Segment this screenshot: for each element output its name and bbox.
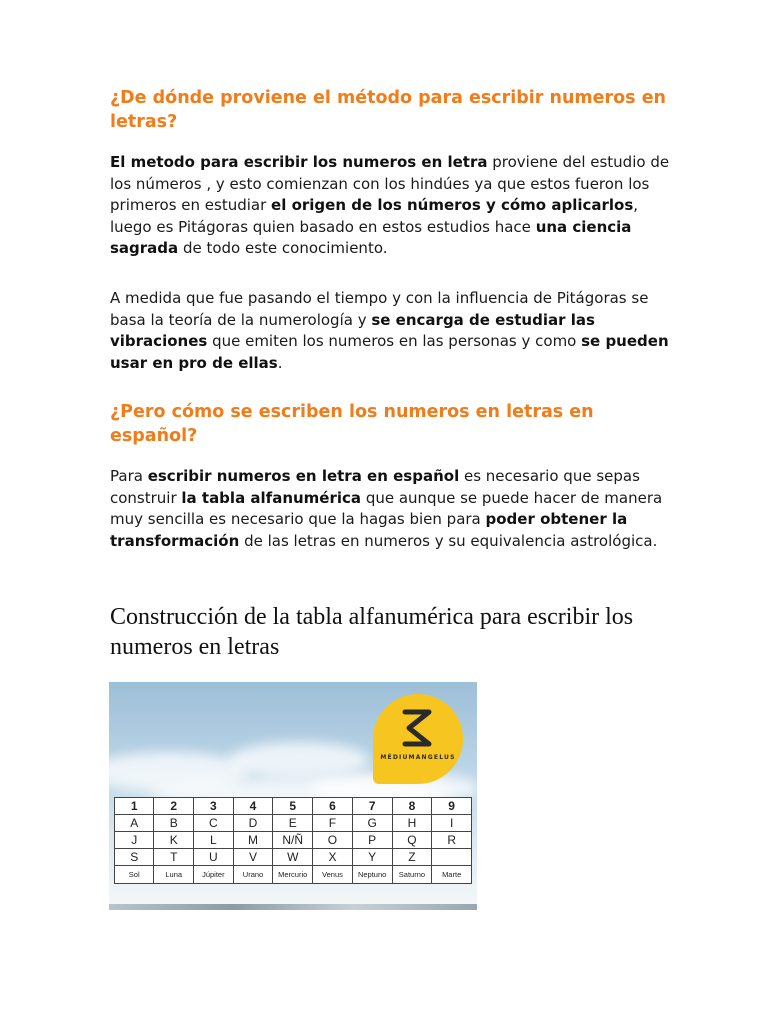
table-cell: D (233, 815, 273, 832)
table-cell: G (352, 815, 392, 832)
table-cell: F (313, 815, 353, 832)
table-cell: Z (392, 849, 432, 866)
table-cell: B (154, 815, 194, 832)
table-cell: K (154, 832, 194, 849)
text-span: proviene del estudio de los números , y esto comienzan con los hindúes ya que estos fueron los primeros en estudiar (110, 153, 670, 214)
text-span: de todo este conocimiento. (178, 239, 388, 257)
mediumangelus-logo (373, 694, 463, 784)
text-span: que aunque se puede hacer de manera muy sencilla es necesario que la hagas bien para (110, 488, 663, 528)
table-cell: 8 (392, 798, 432, 815)
text-span: . (277, 353, 283, 372)
bold-span: escribir numeros en letra en español (147, 467, 460, 485)
logo-text: MÉDIUMANGELUS (380, 754, 456, 761)
section-heading-how: ¿Pero cómo se escriben los numeros en letras en español? (110, 402, 594, 446)
table-cell: L (194, 832, 234, 849)
table-cell: P (352, 832, 392, 849)
table-cell: 3 (194, 798, 234, 815)
paragraph-pythagoras (110, 288, 670, 374)
table-cell: 5 (273, 798, 313, 815)
table-row (115, 866, 472, 884)
table-cell: M (233, 832, 273, 849)
alphanumeric-table (114, 797, 472, 884)
table-cell: C (194, 815, 234, 832)
paragraph-origin (110, 152, 670, 260)
table-cell: A (115, 815, 154, 832)
bold-span: El metodo para escribir los numeros en letra (110, 153, 488, 171)
text-span: es necesario que sepas construir (110, 467, 640, 507)
table-cell: 2 (154, 798, 194, 815)
paragraph-spanish (110, 466, 670, 552)
bold-span: se encarga de estudiar las vibraciones (110, 310, 595, 350)
table-cell: W (273, 849, 313, 866)
table-cell: Venus (313, 866, 353, 884)
table-cell: Q (392, 832, 432, 849)
table-cell: Marte (432, 866, 472, 884)
bold-span: una ciencia sagrada (110, 217, 632, 257)
table-cell: T (154, 849, 194, 866)
table-cell: V (233, 849, 273, 866)
table-cell: H (392, 815, 432, 832)
table-cell: Júpiter (194, 866, 234, 884)
table-cell: Saturno (392, 866, 432, 884)
table-cell: N/Ñ (273, 832, 313, 849)
alphanumeric-table-image (109, 682, 477, 910)
table-row (115, 815, 472, 832)
table-cell: Luna (154, 866, 194, 884)
table-cell: 6 (313, 798, 353, 815)
text-span: Para (110, 467, 148, 485)
logo-infinity-icon (399, 708, 437, 748)
bold-span: se pueden usar en pro de ellas (110, 332, 669, 372)
table-cell: U (194, 849, 234, 866)
text-span: que emiten los numeros en las personas y como (207, 332, 582, 350)
text-span: , luego es Pitágoras quien basado en estos estudios hace (110, 196, 639, 236)
section-heading-origin: ¿De dónde proviene el método para escribir numeros en letras? (110, 88, 667, 132)
table-cell: Neptuno (352, 866, 392, 884)
table-cell: Sol (115, 866, 154, 884)
bold-span: el origen de los números y cómo aplicarlos (271, 196, 634, 214)
text-span: de las letras en numeros y su equivalencia astrológica. (239, 531, 658, 550)
table-cell: E (273, 815, 313, 832)
table-cell: 1 (115, 798, 154, 815)
section-heading-table: Construcción de la tabla alfanumérica para escribir los numeros en letras (110, 604, 634, 660)
table-cell: O (313, 832, 353, 849)
table-cell: Mercurio (273, 866, 313, 884)
table-cell: R (432, 832, 472, 849)
table-row (115, 798, 472, 815)
table-cell: Urano (233, 866, 273, 884)
table-row (115, 832, 472, 849)
image-bottom-strip (109, 904, 477, 910)
cloud (229, 742, 369, 778)
table-row (115, 849, 472, 866)
table-cell: Y (352, 849, 392, 866)
table-cell: 7 (352, 798, 392, 815)
text-span: A medida que fue pasando el tiempo y con la influencia de Pitágoras se basa la teoría de la numerología y (110, 289, 649, 329)
table-cell (432, 849, 472, 866)
bold-span: poder obtener la transformación (110, 510, 628, 550)
table-cell: I (432, 815, 472, 832)
table-cell: 4 (233, 798, 273, 815)
table-cell: J (115, 832, 154, 849)
bold-span: la tabla alfanumérica (181, 488, 362, 507)
table-cell: S (115, 849, 154, 866)
table-cell: 9 (432, 798, 472, 815)
table-cell: X (313, 849, 353, 866)
